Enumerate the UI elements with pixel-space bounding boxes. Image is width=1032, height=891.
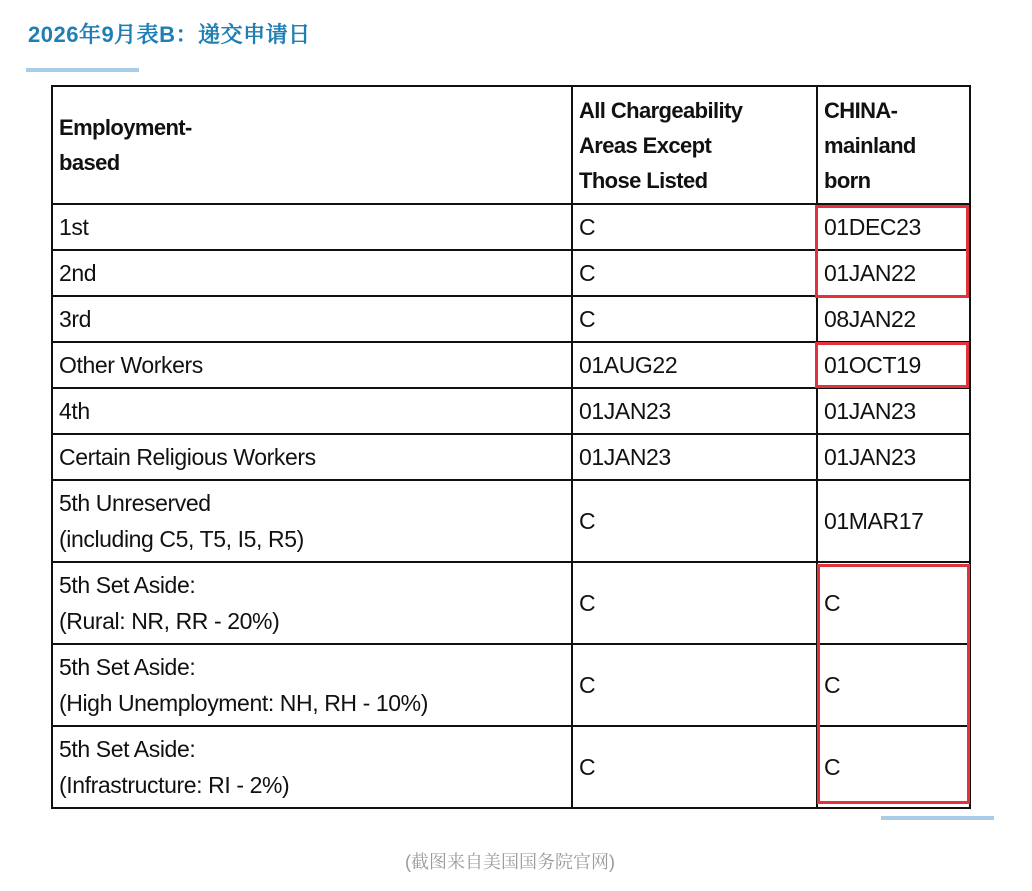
all-areas-cell: C [572, 204, 817, 250]
all-areas-cell: C [572, 250, 817, 296]
china-cell: C [817, 562, 970, 644]
category-line: (Infrastructure: RI - 2%) [59, 772, 290, 798]
table-row [52, 296, 970, 342]
all-areas-cell: C [572, 644, 817, 726]
category-cell [52, 726, 572, 808]
category-cell: 3rd [52, 296, 572, 342]
china-cell: 01JAN23 [817, 434, 970, 480]
footer-divider [881, 816, 994, 820]
all-areas-cell: 01JAN23 [572, 388, 817, 434]
table-row [52, 204, 970, 250]
table-row [52, 480, 970, 562]
category-line: 5th Unreserved [59, 490, 211, 516]
all-areas-cell: 01JAN23 [572, 434, 817, 480]
header-employment-based: Employment- based [52, 86, 572, 204]
header-china-mainland-born: CHINA- mainland born [817, 86, 970, 204]
category-cell [52, 562, 572, 644]
china-cell: 08JAN22 [817, 296, 970, 342]
source-caption: (截图来自美国国务院官网) [405, 852, 615, 872]
category-line: (Rural: NR, RR - 20%) [59, 608, 280, 634]
all-areas-cell: C [572, 296, 817, 342]
all-areas-cell: C [572, 562, 817, 644]
all-areas-cell: 01AUG22 [572, 342, 817, 388]
table-row [52, 388, 970, 434]
table-row [52, 562, 970, 644]
category-cell: 1st [52, 204, 572, 250]
china-cell: 01JAN22 [817, 250, 970, 296]
table-row [52, 250, 970, 296]
category-cell: 2nd [52, 250, 572, 296]
category-cell: Certain Religious Workers [52, 434, 572, 480]
category-cell [52, 644, 572, 726]
table-row [52, 644, 970, 726]
china-cell: 01DEC23 [817, 204, 970, 250]
category-cell: Other Workers [52, 342, 572, 388]
visa-bulletin-table [51, 85, 971, 809]
category-cell: 4th [52, 388, 572, 434]
category-line: (including C5, T5, I5, R5) [59, 526, 304, 552]
china-cell: C [817, 644, 970, 726]
page-title: 2026年9月表B：递交申请日 [28, 22, 311, 47]
header-all-chargeability: All Chargeability Areas Except Those Listed [572, 86, 817, 204]
china-cell: 01JAN23 [817, 388, 970, 434]
category-line: 5th Set Aside: [59, 736, 196, 762]
table-row [52, 342, 970, 388]
china-cell: 01MAR17 [817, 480, 970, 562]
category-cell [52, 480, 572, 562]
china-cell: 01OCT19 [817, 342, 970, 388]
all-areas-cell: C [572, 480, 817, 562]
title-underline [26, 68, 139, 72]
china-cell: C [817, 726, 970, 808]
category-line: 5th Set Aside: [59, 654, 196, 680]
table-row [52, 726, 970, 808]
all-areas-cell: C [572, 726, 817, 808]
category-line: 5th Set Aside: [59, 572, 196, 598]
table-row [52, 434, 970, 480]
table-header-row [52, 86, 970, 204]
category-line: (High Unemployment: NH, RH - 10%) [59, 690, 428, 716]
